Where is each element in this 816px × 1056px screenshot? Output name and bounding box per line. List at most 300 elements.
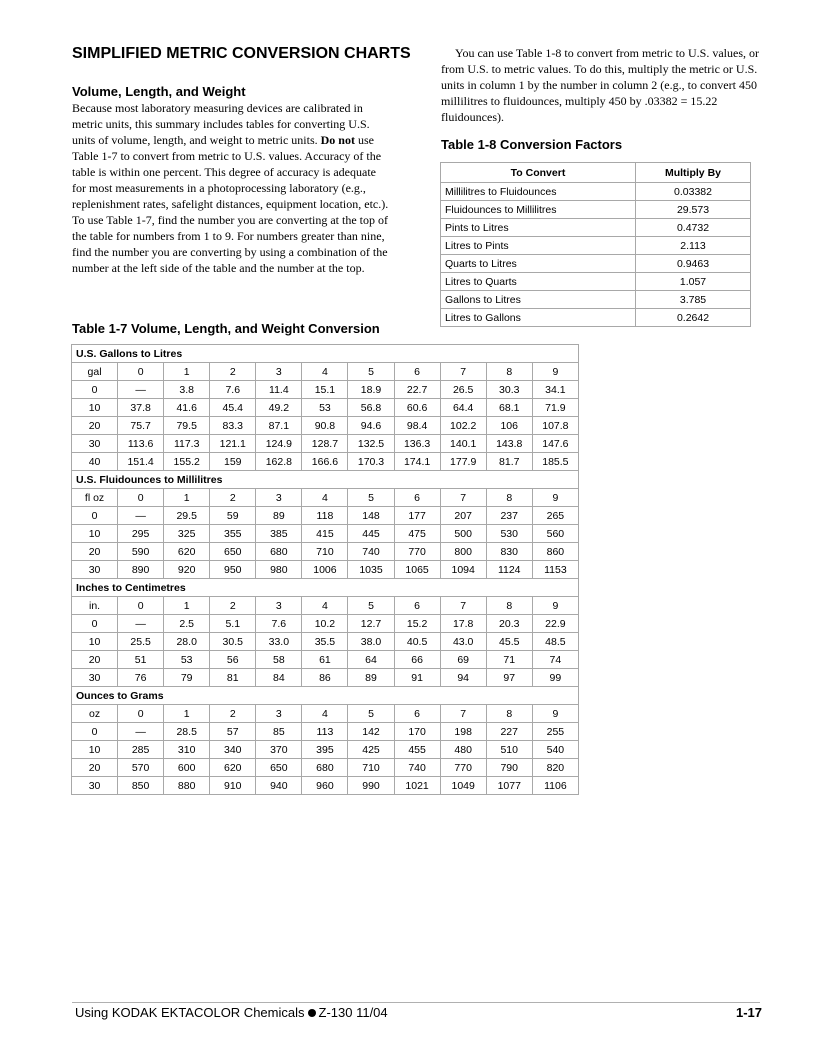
section-title: U.S. Gallons to Litres [72, 345, 579, 363]
column-header-cell: 6 [394, 597, 440, 615]
table-row [441, 201, 751, 219]
value-cell: 880 [164, 777, 210, 795]
row-header-cell: 20 [72, 417, 118, 435]
column-header-cell: gal [72, 363, 118, 381]
row-header-cell: 10 [72, 399, 118, 417]
value-cell: 530 [486, 525, 532, 543]
column-header-cell: 5 [348, 705, 394, 723]
value-cell: 128.7 [302, 435, 348, 453]
table-row [72, 741, 579, 759]
table-row [72, 633, 579, 651]
column-header-cell: 7 [440, 705, 486, 723]
table-row [72, 507, 579, 525]
conversion-name-cell: Litres to Gallons [441, 309, 636, 327]
value-cell: 57 [210, 723, 256, 741]
value-cell: 71 [486, 651, 532, 669]
value-cell: 1077 [486, 777, 532, 795]
column-header-cell: 8 [486, 705, 532, 723]
value-cell: 740 [394, 759, 440, 777]
value-cell: 890 [118, 561, 164, 579]
value-cell: 415 [302, 525, 348, 543]
column-header-cell: 9 [532, 597, 578, 615]
section-header-row [72, 579, 579, 597]
value-cell: 22.7 [394, 381, 440, 399]
table-header-row [441, 163, 751, 183]
intro-text-a: Because most laboratory measuring devices are calibrated in metric units, this summary includes tables for converting U.S. units of volume, length, and weight to metric units. [72, 101, 370, 147]
value-cell: 790 [486, 759, 532, 777]
section-header-row [72, 687, 579, 705]
value-cell: 255 [532, 723, 578, 741]
value-cell: 830 [486, 543, 532, 561]
value-cell: 5.1 [210, 615, 256, 633]
value-cell: — [118, 381, 164, 399]
value-cell: 140.1 [440, 435, 486, 453]
factor-cell: 0.9463 [636, 255, 751, 273]
column-header-cell: 9 [532, 489, 578, 507]
value-cell: 38.0 [348, 633, 394, 651]
row-header-cell: 0 [72, 723, 118, 741]
value-cell: 84 [256, 669, 302, 687]
column-header-cell: 7 [440, 597, 486, 615]
table-row [72, 543, 579, 561]
value-cell: 1021 [394, 777, 440, 795]
column-header-cell: 3 [256, 705, 302, 723]
value-cell: 53 [164, 651, 210, 669]
column-header-row [72, 705, 579, 723]
column-header-cell: 4 [302, 705, 348, 723]
column-header-cell: 3 [256, 489, 302, 507]
bullet-icon [308, 1009, 316, 1017]
table-row [441, 291, 751, 309]
row-header-cell: 30 [72, 669, 118, 687]
value-cell: 68.1 [486, 399, 532, 417]
value-cell: 590 [118, 543, 164, 561]
value-cell: 480 [440, 741, 486, 759]
table-row [72, 669, 579, 687]
value-cell: 45.4 [210, 399, 256, 417]
column-header-cell: fl oz [72, 489, 118, 507]
section-subtitle: Volume, Length, and Weight [72, 84, 246, 99]
value-cell: 81 [210, 669, 256, 687]
value-cell: 74 [532, 651, 578, 669]
value-cell: 143.8 [486, 435, 532, 453]
value-cell: 40.5 [394, 633, 440, 651]
factor-cell: 3.785 [636, 291, 751, 309]
column-header-cell: 5 [348, 597, 394, 615]
value-cell: 79.5 [164, 417, 210, 435]
conversion-name-cell: Pints to Litres [441, 219, 636, 237]
value-cell: 850 [118, 777, 164, 795]
value-cell: 7.6 [210, 381, 256, 399]
value-cell: 960 [302, 777, 348, 795]
value-cell: 166.6 [302, 453, 348, 471]
table-row [72, 561, 579, 579]
value-cell: 45.5 [486, 633, 532, 651]
value-cell: 18.9 [348, 381, 394, 399]
row-header-cell: 10 [72, 633, 118, 651]
value-cell: 113 [302, 723, 348, 741]
column-header-cell: 1 [164, 705, 210, 723]
value-cell: 370 [256, 741, 302, 759]
column-header-row [72, 489, 579, 507]
value-cell: 540 [532, 741, 578, 759]
value-cell: 198 [440, 723, 486, 741]
value-cell: 295 [118, 525, 164, 543]
value-cell: 325 [164, 525, 210, 543]
table-row [441, 309, 751, 327]
value-cell: 25.5 [118, 633, 164, 651]
conversion-factors-table [440, 162, 751, 327]
value-cell: 86 [302, 669, 348, 687]
value-cell: 99 [532, 669, 578, 687]
table-row [441, 273, 751, 291]
value-cell: 650 [210, 543, 256, 561]
value-cell: 124.9 [256, 435, 302, 453]
value-cell: 60.6 [394, 399, 440, 417]
value-cell: 15.2 [394, 615, 440, 633]
footer-divider [72, 1002, 760, 1003]
column-header-cell: 6 [394, 489, 440, 507]
column-header-cell: 2 [210, 597, 256, 615]
value-cell: 102.2 [440, 417, 486, 435]
value-cell: 680 [302, 759, 348, 777]
value-cell: 26.5 [440, 381, 486, 399]
factor-cell: 29.573 [636, 201, 751, 219]
value-cell: 30.5 [210, 633, 256, 651]
value-cell: — [118, 723, 164, 741]
row-header-cell: 30 [72, 435, 118, 453]
section-title: Ounces to Grams [72, 687, 579, 705]
conversion-name-cell: Millilitres to Fluidounces [441, 183, 636, 201]
value-cell: 740 [348, 543, 394, 561]
value-cell: 113.6 [118, 435, 164, 453]
column-header-cell: 2 [210, 363, 256, 381]
column-header-cell: 0 [118, 597, 164, 615]
column-header-cell: 1 [164, 597, 210, 615]
value-cell: 106 [486, 417, 532, 435]
value-cell: 1106 [532, 777, 578, 795]
value-cell: 155.2 [164, 453, 210, 471]
value-cell: 355 [210, 525, 256, 543]
table-row [72, 615, 579, 633]
value-cell: 475 [394, 525, 440, 543]
value-cell: 81.7 [486, 453, 532, 471]
row-header-cell: 10 [72, 741, 118, 759]
value-cell: 445 [348, 525, 394, 543]
table-row [441, 219, 751, 237]
value-cell: 89 [256, 507, 302, 525]
conversion-name-cell: Litres to Pints [441, 237, 636, 255]
value-cell: 41.6 [164, 399, 210, 417]
value-cell: 71.9 [532, 399, 578, 417]
value-cell: 29.5 [164, 507, 210, 525]
value-cell: 940 [256, 777, 302, 795]
value-cell: 680 [256, 543, 302, 561]
conversion-name-cell: Quarts to Litres [441, 255, 636, 273]
value-cell: 66 [394, 651, 440, 669]
value-cell: 177 [394, 507, 440, 525]
footer-doc-code: Z-130 11/04 [318, 1005, 388, 1020]
table-row [441, 237, 751, 255]
value-cell: 56 [210, 651, 256, 669]
footer-doc-title: Using KODAK EKTACOLOR Chemicals [75, 1005, 305, 1020]
table18-title: Table 1-8 Conversion Factors [441, 137, 623, 152]
value-cell: 10.2 [302, 615, 348, 633]
column-header-cell: 4 [302, 489, 348, 507]
column-header-cell: 8 [486, 489, 532, 507]
value-cell: 132.5 [348, 435, 394, 453]
table17-title: Table 1-7 Volume, Length, and Weight Conversion [72, 321, 380, 336]
header-to-convert: To Convert [441, 163, 636, 183]
value-cell: 117.3 [164, 435, 210, 453]
column-header-cell: 8 [486, 363, 532, 381]
value-cell: 85 [256, 723, 302, 741]
row-header-cell: 0 [72, 507, 118, 525]
column-header-cell: oz [72, 705, 118, 723]
value-cell: — [118, 615, 164, 633]
value-cell: 770 [394, 543, 440, 561]
table-row [72, 435, 579, 453]
value-cell: 570 [118, 759, 164, 777]
value-cell: 770 [440, 759, 486, 777]
value-cell: 58 [256, 651, 302, 669]
value-cell: 33.0 [256, 633, 302, 651]
section-title: Inches to Centimetres [72, 579, 579, 597]
value-cell: 89 [348, 669, 394, 687]
value-cell: 285 [118, 741, 164, 759]
column-header-cell: 1 [164, 363, 210, 381]
table-row [72, 381, 579, 399]
value-cell: 560 [532, 525, 578, 543]
value-cell: 620 [210, 759, 256, 777]
value-cell: 94 [440, 669, 486, 687]
factor-cell: 0.4732 [636, 219, 751, 237]
value-cell: 20.3 [486, 615, 532, 633]
row-header-cell: 30 [72, 561, 118, 579]
value-cell: 920 [164, 561, 210, 579]
value-cell: 34.1 [532, 381, 578, 399]
volume-length-weight-table [71, 344, 579, 795]
conversion-name-cell: Litres to Quarts [441, 273, 636, 291]
column-header-cell: 4 [302, 363, 348, 381]
section-header-row [72, 471, 579, 489]
value-cell: 22.9 [532, 615, 578, 633]
value-cell: 64 [348, 651, 394, 669]
value-cell: 510 [486, 741, 532, 759]
column-header-cell: 1 [164, 489, 210, 507]
value-cell: 37.8 [118, 399, 164, 417]
value-cell: 455 [394, 741, 440, 759]
value-cell: 59 [210, 507, 256, 525]
value-cell: 90.8 [302, 417, 348, 435]
value-cell: 142 [348, 723, 394, 741]
table-row [72, 777, 579, 795]
value-cell: 620 [164, 543, 210, 561]
value-cell: 425 [348, 741, 394, 759]
value-cell: 83.3 [210, 417, 256, 435]
value-cell: 800 [440, 543, 486, 561]
column-header-row [72, 597, 579, 615]
section-header-row [72, 345, 579, 363]
column-header-cell: 8 [486, 597, 532, 615]
value-cell: 174.1 [394, 453, 440, 471]
table-row [72, 453, 579, 471]
row-header-cell: 30 [72, 777, 118, 795]
column-header-cell: 0 [118, 489, 164, 507]
value-cell: 48.5 [532, 633, 578, 651]
table18-description: You can use Table 1-8 to convert from metric to U.S. values, or from U.S. to metric values. To do this, multiply the metric or U.S. units in column 1 by the number in column 2 (e.g., to convert 450 millilitres to fluidounces, multiply 450 by .03382 = 15.22 fluidounces). [441, 46, 759, 124]
value-cell: 11.4 [256, 381, 302, 399]
column-header-cell: 6 [394, 705, 440, 723]
value-cell: 28.5 [164, 723, 210, 741]
value-cell: 265 [532, 507, 578, 525]
column-header-cell: 4 [302, 597, 348, 615]
value-cell: 237 [486, 507, 532, 525]
value-cell: 710 [348, 759, 394, 777]
row-header-cell: 20 [72, 651, 118, 669]
value-cell: 118 [302, 507, 348, 525]
value-cell: — [118, 507, 164, 525]
value-cell: 97 [486, 669, 532, 687]
value-cell: 820 [532, 759, 578, 777]
value-cell: 980 [256, 561, 302, 579]
value-cell: 98.4 [394, 417, 440, 435]
value-cell: 159 [210, 453, 256, 471]
value-cell: 185.5 [532, 453, 578, 471]
row-header-cell: 20 [72, 759, 118, 777]
column-header-row [72, 363, 579, 381]
column-header-cell: 7 [440, 363, 486, 381]
column-header-cell: 3 [256, 597, 302, 615]
value-cell: 177.9 [440, 453, 486, 471]
section-title: U.S. Fluidounces to Millilitres [72, 471, 579, 489]
value-cell: 1065 [394, 561, 440, 579]
value-cell: 3.8 [164, 381, 210, 399]
column-header-cell: 0 [118, 363, 164, 381]
value-cell: 207 [440, 507, 486, 525]
value-cell: 170.3 [348, 453, 394, 471]
value-cell: 227 [486, 723, 532, 741]
value-cell: 91 [394, 669, 440, 687]
value-cell: 53 [302, 399, 348, 417]
value-cell: 395 [302, 741, 348, 759]
value-cell: 650 [256, 759, 302, 777]
column-header-cell: 5 [348, 489, 394, 507]
factor-cell: 0.03382 [636, 183, 751, 201]
value-cell: 1035 [348, 561, 394, 579]
value-cell: 600 [164, 759, 210, 777]
intro-bold: Do not [320, 133, 355, 147]
value-cell: 61 [302, 651, 348, 669]
value-cell: 340 [210, 741, 256, 759]
value-cell: 1094 [440, 561, 486, 579]
value-cell: 170 [394, 723, 440, 741]
value-cell: 151.4 [118, 453, 164, 471]
value-cell: 49.2 [256, 399, 302, 417]
column-header-cell: 0 [118, 705, 164, 723]
value-cell: 148 [348, 507, 394, 525]
value-cell: 385 [256, 525, 302, 543]
value-cell: 79 [164, 669, 210, 687]
value-cell: 17.8 [440, 615, 486, 633]
value-cell: 35.5 [302, 633, 348, 651]
value-cell: 87.1 [256, 417, 302, 435]
row-header-cell: 10 [72, 525, 118, 543]
table-row [72, 525, 579, 543]
value-cell: 15.1 [302, 381, 348, 399]
value-cell: 30.3 [486, 381, 532, 399]
column-header-cell: 3 [256, 363, 302, 381]
value-cell: 75.7 [118, 417, 164, 435]
factor-cell: 0.2642 [636, 309, 751, 327]
column-header-cell: 9 [532, 705, 578, 723]
value-cell: 56.8 [348, 399, 394, 417]
table-row [72, 723, 579, 741]
column-header-cell: 9 [532, 363, 578, 381]
page-number: 1-17 [735, 1005, 762, 1020]
header-multiply-by: Multiply By [636, 163, 751, 183]
factor-cell: 2.113 [636, 237, 751, 255]
value-cell: 64.4 [440, 399, 486, 417]
factor-cell: 1.057 [636, 273, 751, 291]
table-row [72, 417, 579, 435]
row-header-cell: 0 [72, 381, 118, 399]
value-cell: 500 [440, 525, 486, 543]
value-cell: 162.8 [256, 453, 302, 471]
value-cell: 51 [118, 651, 164, 669]
row-header-cell: 40 [72, 453, 118, 471]
value-cell: 76 [118, 669, 164, 687]
value-cell: 1153 [532, 561, 578, 579]
table-row [72, 759, 579, 777]
column-header-cell: in. [72, 597, 118, 615]
value-cell: 12.7 [348, 615, 394, 633]
value-cell: 28.0 [164, 633, 210, 651]
table-row [72, 651, 579, 669]
column-header-cell: 7 [440, 489, 486, 507]
value-cell: 710 [302, 543, 348, 561]
value-cell: 1049 [440, 777, 486, 795]
value-cell: 910 [210, 777, 256, 795]
value-cell: 2.5 [164, 615, 210, 633]
row-header-cell: 0 [72, 615, 118, 633]
column-header-cell: 6 [394, 363, 440, 381]
intro-paragraph [72, 100, 392, 276]
column-header-cell: 5 [348, 363, 394, 381]
row-header-cell: 20 [72, 543, 118, 561]
footer-left [75, 1005, 388, 1020]
conversion-name-cell: Fluidounces to Millilitres [441, 201, 636, 219]
table-row [441, 183, 751, 201]
value-cell: 1006 [302, 561, 348, 579]
value-cell: 7.6 [256, 615, 302, 633]
value-cell: 94.6 [348, 417, 394, 435]
value-cell: 1124 [486, 561, 532, 579]
table-row [72, 399, 579, 417]
value-cell: 121.1 [210, 435, 256, 453]
value-cell: 310 [164, 741, 210, 759]
column-header-cell: 2 [210, 705, 256, 723]
intro-text-b: use Table 1-7 to convert from metric to U.S. values. Accuracy of the table is within one percent. This degree of accuracy is adequate for most measurements in a photoprocessing laboratory (e.g., replenishment rates, safelight distances, equipment location, etc.). To use Table 1-7, find the number you are converting at the top of the table for numbers from 1 to 9. For numbers greater than nine, find the number you are converting by using a combination of the number at the left side of the table and the number at the top. [72, 133, 389, 275]
value-cell: 860 [532, 543, 578, 561]
column-header-cell: 2 [210, 489, 256, 507]
value-cell: 147.6 [532, 435, 578, 453]
conversion-name-cell: Gallons to Litres [441, 291, 636, 309]
value-cell: 990 [348, 777, 394, 795]
value-cell: 43.0 [440, 633, 486, 651]
value-cell: 107.8 [532, 417, 578, 435]
table-row [441, 255, 751, 273]
